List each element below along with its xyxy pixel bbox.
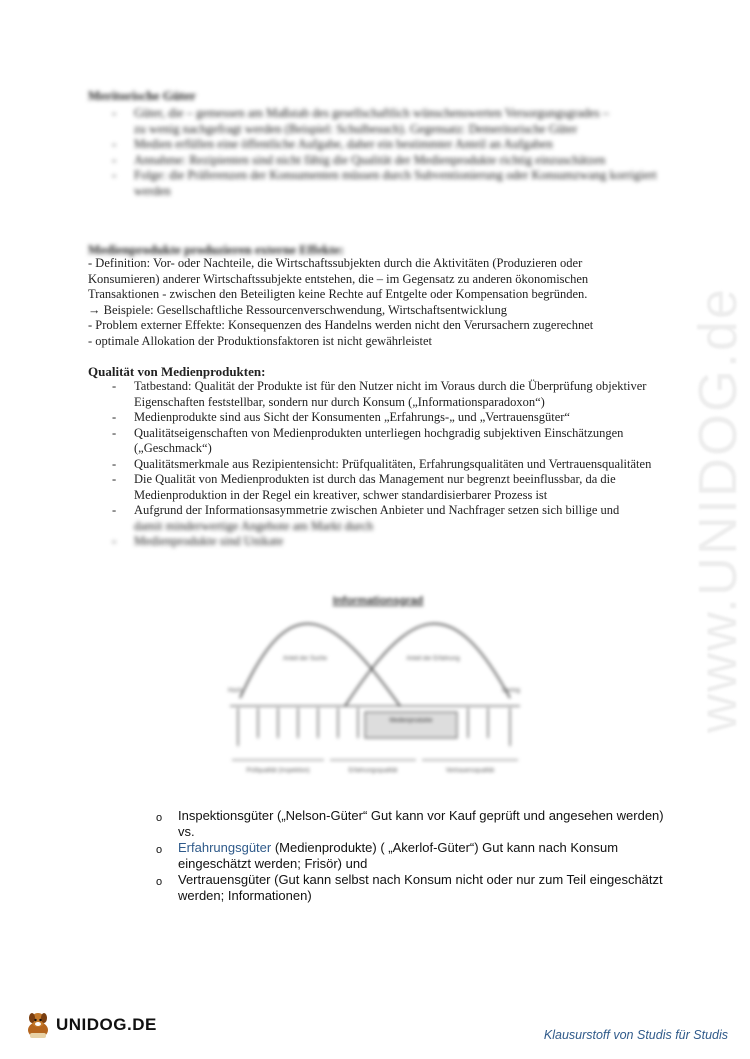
paragraph-line: - Definition: Vor- oder Nachteile, die Wirtschaftssubjekten durch die Aktivitäten (Produzieren oder [88,256,583,270]
list-item-inspektionsgueter: o Inspektionsgüter („Nelson-Güter“ Gut kann vor Kauf geprüft und angesehen werden) vs. [156,808,664,839]
list-item-vertrauensgueter: o Vertrauensgüter (Gut kann selbst nach Konsum nicht oder nur zum Teil eingeschätzt werden; Informationen) [156,872,663,903]
left-curve-label: Anteil der Suche [282,656,328,662]
paragraph-line: Transaktionen - zwischen den Beteiligten keine Rechte auf Entgelte oder Kompensation begründen. [88,287,588,301]
list-item-blurred: - Medienprodukte sind Unikate [112,534,284,548]
section-title-externe-effekte: Medienprodukte produzieren externe Effekte: [88,242,344,257]
list-item-blurred: damit minderwertige Angebote am Markt durch [134,518,374,533]
footer-logo[interactable] [24,1010,157,1040]
left-curve [240,624,400,706]
right-end-label: Gering [502,688,521,694]
list-item: - Folge: die Präferenzen der Konsumenten müssen durch Subventionierung oder Konsumzwang korrigiert werden [112,168,657,198]
media-products-box [365,712,457,738]
bullet-list-meritorische [112,106,662,199]
logo-text: UNIDOG.DE [56,1015,157,1034]
list-item: zu wenig nachgefragt werden (Beispiel: Schulbesuch). Gegensatz: Demeritorische Güter [134,121,578,136]
paragraph-line: Konsumieren) anderer Wirtschaftssubjekte entstehen, die – im Gegensatz zu anderen ökonomischen [88,271,589,286]
diagram-title: Informationsgrad [332,595,424,607]
information-diagram [220,588,530,784]
list-item: - Tatbestand: Qualität der Produkte ist für den Nutzer nicht im Voraus durch die Überprüfung objektiver Eigenschaften feststellbar, sondern nur durch Konsum („Informationsparadoxon“) [112,379,647,409]
right-curve-label: Anteil der Erfahrung [406,656,460,662]
bullet-list-qualitaet [112,379,662,550]
paragraph-line: - optimale Allokation der Produktionsfaktoren ist nicht gewährleistet [88,333,433,348]
bullet-marker: o [156,844,163,856]
list-item: - Die Qualität von Medienprodukten ist durch das Management nur begrenzt beeinflussbar, da die Medienproduktion in der Regel ein kreativer, schwer standardisierbarer Prozess ist [112,472,616,502]
list-item: - Annahme: Rezipienten sind nicht fähig die Qualität der Medienprodukte richtig einzuschätzen [112,152,606,167]
list-item: - Qualitätseigenschaften von Medienprodukten unterliegen hochgradig subjektiven Einschätzungen („Geschmack“) [112,425,624,455]
left-end-label: Hoch [228,688,243,694]
goods-type-list [156,808,676,904]
section-externe-effekte [88,256,668,349]
footer-slogan: Klausurstoff von Studis für Studis [543,1028,728,1042]
bottom-label-0: Prüfqualität (Inspektion) [246,768,310,774]
bullet-marker: o [156,876,163,888]
media-products-box-label: Medienprodukte [389,718,433,724]
section-title-meritorische: Meritorische Güter [88,88,196,103]
list-item: - Medien erfüllen eine öffentliche Aufgabe, daher ein bestimmter Anteil an Aufgaben [112,137,553,151]
section-title-qualitaet: Qualität von Medienprodukten: [88,364,266,379]
list-item: - Güter, die – gemessen am Maßstab des gesellschaftlich wünschenswerten Versorgungsgrades – [112,106,609,120]
paragraph-line: - Problem externer Effekte: Konsequenzen des Handelns werden nicht den Verursachern zugerechnet [88,318,594,332]
bottom-label-2: Vertrauensqualität [445,768,495,774]
list-item: - Medienprodukte sind aus Sicht der Konsumenten „Erfahrungs-„ und „Vertrauensgüter“ [112,410,570,424]
list-item: - Qualitätsmerkmale aus Rezipientensicht: Prüfqualitäten, Erfahrungsqualitäten und Vertrauensqualitäten [112,456,652,471]
bullet-marker: o [156,812,163,824]
watermark-text: www.UNIDOG.de [688,286,748,734]
right-curve [345,624,510,706]
bottom-label-1: Erfahrungsqualität [348,768,398,774]
dog-icon [24,1010,52,1040]
erfahrungsgueter-link[interactable]: Erfahrungsgüter [178,840,272,855]
paragraph-line: → Beispiele: Gesellschaftliche Ressourcenverschwendung, Wirtschaftsentwicklung [88,302,507,317]
list-item-erfahrungsgueter: o Erfahrungsgüter (Medienprodukte) ( „Akerlof-Güter“) Gut kann nach Konsum eingeschätzt werden; Frisör) und [156,840,619,871]
watermark [688,280,748,740]
list-item: - Aufgrund der Informationsasymmetrie zwischen Anbieter und Nachfrager setzen sich billige und [112,503,620,517]
